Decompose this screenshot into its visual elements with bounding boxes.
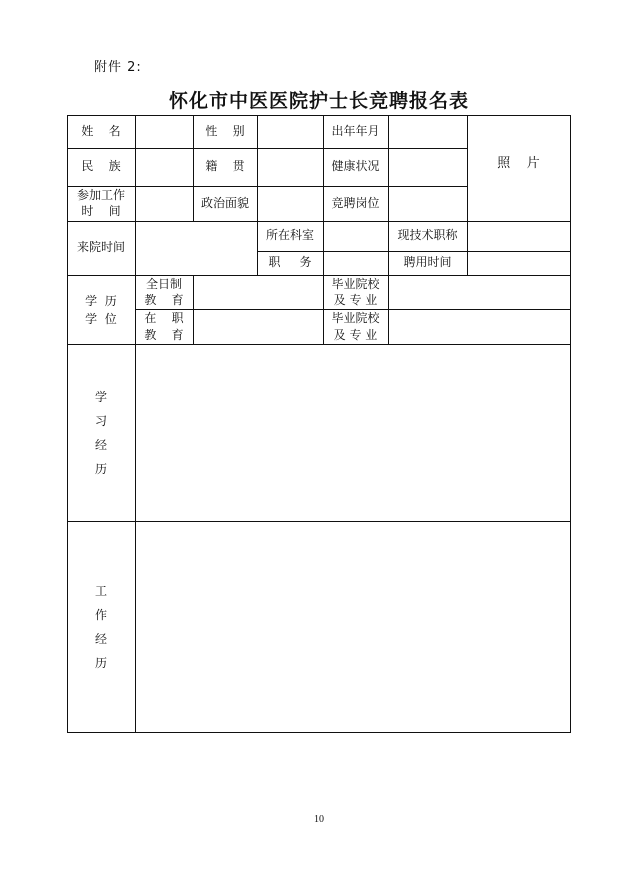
label-native-place: 籍 贯 xyxy=(205,159,245,174)
label-work-start xyxy=(67,186,135,221)
label-fulltime-line2: 教 育 xyxy=(144,293,184,307)
work-experience-field[interactable] xyxy=(136,522,570,732)
appointment-time-field[interactable] xyxy=(468,252,570,275)
attachment-label: 附件 2: xyxy=(94,60,142,75)
hospital-join-field[interactable] xyxy=(136,222,257,275)
label-inservice-line1: 在 职 xyxy=(144,311,184,326)
label-school2-line2: 及 专 业 xyxy=(333,327,378,342)
label-birth: 出年年月 xyxy=(331,123,380,138)
label-study-char2: 习 xyxy=(94,413,107,428)
label-school-major-inservice xyxy=(323,309,388,344)
label-fulltime-education xyxy=(135,275,193,309)
native-place-field[interactable] xyxy=(258,149,323,186)
name-field[interactable] xyxy=(136,116,193,148)
duty-field[interactable] xyxy=(324,252,388,275)
current-title-field[interactable] xyxy=(468,222,570,251)
label-school2-line1: 毕业院校 xyxy=(331,311,380,326)
department-field[interactable] xyxy=(324,222,388,251)
label-duty: 职 务 xyxy=(268,255,312,270)
label-education-line1: 学 历 xyxy=(85,293,117,308)
label-name: 姓 名 xyxy=(81,123,121,138)
label-political: 政治面貌 xyxy=(200,195,249,210)
label-hospital-join: 来院时间 xyxy=(76,240,125,255)
label-school-line2: 及 专 业 xyxy=(333,293,378,307)
label-study-char1: 学 xyxy=(94,389,107,404)
label-study-char3: 经 xyxy=(94,437,107,452)
label-school-line1: 毕业院校 xyxy=(331,276,380,291)
label-ethnicity: 民 族 xyxy=(81,159,121,174)
inservice-school-field[interactable] xyxy=(389,310,570,344)
label-fulltime-line1: 全日制 xyxy=(145,276,182,291)
label-work-experience xyxy=(67,521,135,732)
fulltime-degree-field[interactable] xyxy=(194,276,323,309)
label-education-line2: 学 位 xyxy=(85,311,117,326)
label-work-start-line1: 参加工作 xyxy=(76,187,125,202)
label-work-char3: 经 xyxy=(94,631,107,646)
table-border-bottom xyxy=(67,732,571,733)
label-education xyxy=(67,275,135,344)
page-number: 10 xyxy=(314,814,324,825)
label-health: 健康状况 xyxy=(331,159,380,174)
table-border-right xyxy=(570,115,571,733)
label-school-major-fulltime xyxy=(323,275,388,309)
work-start-field[interactable] xyxy=(136,187,193,221)
label-department: 所在科室 xyxy=(265,228,314,243)
label-position-applied: 竞聘岗位 xyxy=(331,195,380,210)
political-field[interactable] xyxy=(258,187,323,221)
label-study-char4: 历 xyxy=(94,461,107,476)
label-inservice-line2: 教 育 xyxy=(144,327,184,342)
label-gender: 性 别 xyxy=(205,123,245,138)
label-appointment-time: 聘用时间 xyxy=(403,255,452,270)
label-inservice-education xyxy=(135,309,193,344)
label-work-start-line2: 时 间 xyxy=(81,203,121,218)
form-title: 怀化市中医医院护士长竞聘报名表 xyxy=(168,90,469,112)
label-work-char2: 作 xyxy=(94,607,107,622)
label-study-experience xyxy=(67,344,135,521)
label-current-title: 现技术职称 xyxy=(397,228,458,243)
label-work-char1: 工 xyxy=(94,583,107,598)
ethnicity-field[interactable] xyxy=(136,149,193,186)
fulltime-school-field[interactable] xyxy=(389,276,570,309)
health-field[interactable] xyxy=(389,149,467,186)
photo-box[interactable]: 照 片 xyxy=(497,156,540,171)
gender-field[interactable] xyxy=(258,116,323,148)
label-work-char4: 历 xyxy=(94,655,107,670)
inservice-degree-field[interactable] xyxy=(194,310,323,344)
birth-field[interactable] xyxy=(389,116,467,148)
study-experience-field[interactable] xyxy=(136,345,570,521)
position-applied-field[interactable] xyxy=(389,187,467,221)
